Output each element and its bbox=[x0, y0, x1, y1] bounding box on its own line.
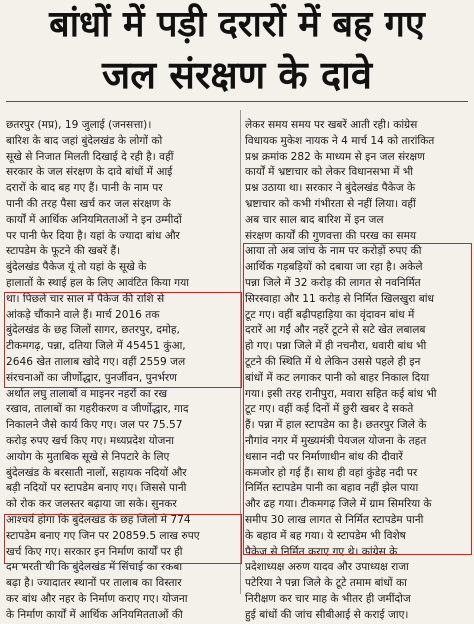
article-line: सूखे से निजात मिलती दिखाई दे रही है। वहीं bbox=[6, 150, 174, 163]
article-line: संरचनाओं का जीर्णोद्धार, पुनर्जीवन, पुनर्भरण bbox=[6, 371, 177, 384]
article-line: पन्ना जिले में 32 करोड़ की लागत से नवनिर्मित bbox=[245, 276, 421, 289]
headline-line-1: बांधों में पड़ी दरारों में बह गए bbox=[49, 4, 425, 45]
article-line: सिरस्वाहा और 11 करोड़ से निर्मित खिलखुरा बांध bbox=[245, 292, 435, 305]
article-line: बारिश के बाद जहां बुंदेलखंड के लोगों को bbox=[6, 134, 163, 147]
article-line: टूट गए। वहीं बढ़ीपहाड़िया का वृंदावन बांध में bbox=[245, 308, 415, 321]
article-line: सरकार के जल संरक्षण के दावे बांधों में आई bbox=[6, 166, 173, 179]
article-line: गया। इसी तरह रानीपुरा, मवारा सहित कई बांध भी bbox=[245, 387, 437, 400]
article-line: निरीक्षण कर चार माह के भीतर ही जमींदोज bbox=[245, 592, 411, 605]
article-line: को रोक कर जलस्तर बढ़ाया जा सके। सुनकर bbox=[6, 498, 177, 511]
article-line: के बहाव में बह गया। ये स्टापडेम भी विशेष bbox=[245, 529, 406, 542]
article-line: करोड़ रुपए खर्च किए गए। मध्यप्रदेश योजना bbox=[6, 434, 174, 447]
article-line: समीप 30 लाख लागत से निर्मित स्टापडेम पानी bbox=[245, 513, 424, 526]
column-divider bbox=[240, 110, 241, 594]
article-line: आश्चर्य होगा कि बुंदेलखंड के छह जिलों में 774 bbox=[6, 513, 191, 526]
article-line: टूटने की स्थिति में थे लेकिन उससे पहले ही इन bbox=[245, 355, 421, 368]
headline-rule bbox=[6, 101, 468, 102]
article-line: निकालने जैसे कार्य किए गए। जल पर 75.57 bbox=[6, 419, 183, 432]
article-line: पर पानी फेर दिया है। यहां के ज्यादा बांध और bbox=[6, 229, 180, 242]
article-line: के निर्माण कार्यों में आर्थिक अनियमितताओं की bbox=[6, 608, 183, 621]
article-line: बढ़ा है। ज्यादातर स्थानों पर तालाब का विस्तार bbox=[6, 577, 182, 590]
article-line: आया तो अब जांच के नाम पर करोड़ों रुपए की bbox=[245, 245, 422, 258]
article-line: खर्च किए गए। सरकार इन निर्माण कार्यों पर ही bbox=[6, 545, 183, 558]
article-line: बुंदेलखंड पैकेज यूं तो यहां के सूखे के bbox=[6, 261, 147, 274]
article-line: पानी की तरह पैसा खर्च कर जल संरक्षण के bbox=[6, 197, 171, 210]
article-line: हो गए। पन्ना जिले में ही नचनौरा, धवारी बांध भी bbox=[245, 340, 427, 353]
article-line: हैं। पन्ना में हाल स्टापडेम का है। छतरपुर जिले के bbox=[245, 419, 427, 432]
article-column-right bbox=[245, 118, 470, 624]
article-line: और ढह गया। टीकमगढ़ जिले में ग्राम सिमरिया के bbox=[245, 498, 432, 511]
article-line: प्रश्न क्रमांक 282 के माध्यम से इन जल संरक्षण bbox=[245, 150, 425, 163]
article-line: संरक्षण कार्यों की गुणवत्ता की परख का समय bbox=[245, 229, 416, 242]
article-line: अब चार साल बाद बारिश में इन जल bbox=[245, 213, 384, 226]
article-line: टीकमगढ़, पन्ना, दतिया जिले में 45451 कुंआ, bbox=[6, 340, 186, 353]
article-line: भ्रष्टाचार को कभी गंभीरता से नहीं लिया। वहीं bbox=[245, 197, 416, 210]
article-line: आंकड़े चौंकाने वाले हैं। मार्च 2016 तक bbox=[6, 308, 160, 321]
article-line: निर्मित स्टापडेम पानी का बहाव नहीं झेल पाया bbox=[245, 482, 419, 495]
article-line: कार्यों में आर्थिक अनियमितताओं ने इन उम्मीदों bbox=[6, 213, 182, 226]
article-line: कार्यों में भ्रष्टाचार को लेकर विधानसभा में भी bbox=[245, 166, 414, 179]
article-line: बड़ी नदियों पर स्टापडेम बनाए गए। जिससे पानी bbox=[6, 482, 187, 495]
article-line: पैकेज से निर्मित कराए गए थे। कांग्रेस के bbox=[245, 545, 398, 558]
article-line: अर्थात लघु तालाबों व माइनर नहरों का रख bbox=[6, 387, 168, 400]
article-line: दम भरती थी कि बुंदेलखंड में सिंचाई का रकबा bbox=[6, 561, 183, 574]
article-line: धसान नदी पर निर्माणाधीन बांध की दीवारें bbox=[245, 450, 403, 463]
article-line: दरारों के बाद बह गए हैं। पानी के नाम पर bbox=[6, 182, 163, 195]
article-line: स्टापडेम बनाए गए जिन पर 20859.5 लाख रुपए bbox=[6, 529, 200, 542]
article-line: कमजोर हो गई हैं। साथ ही वहां कुंडेह नदी पर bbox=[245, 466, 418, 479]
article-line: नौगांव नगर में मुख्यमंत्री पेयजल योजना के तहत bbox=[245, 434, 427, 447]
article-line: रखाव, तालाबों का गहरीकरण व जीर्णोद्धार, गाद bbox=[6, 403, 189, 416]
article-line: 2646 खेत तालाब खोदे गए। वहीं 2559 जल bbox=[6, 355, 186, 368]
article-line: प्रश्न उठाया था। सरकार ने बुंदेलखंड पैकेज के bbox=[245, 182, 416, 195]
headline-line-2: जल संरक्षण के दावे bbox=[102, 53, 372, 97]
article-line: विधायक मुकेश नायक ने 4 मार्च 14 को तारांकित bbox=[245, 134, 435, 147]
article-column-left bbox=[6, 118, 238, 624]
article-line: दरारें आ गईं और नहरें टूटने से सटे खेत लबालब bbox=[245, 324, 426, 337]
article-line: लेकर समय समय पर खबरें आती रही। कांग्रेस bbox=[245, 119, 418, 131]
article-line: स्टापडेम के फूटने की खबरें हैं। bbox=[6, 245, 121, 258]
article-line: आर्थिक गड़बड़ियों को दबाया जा रहा है। अकेले bbox=[245, 261, 423, 274]
article-line: था। पिछले चार साल में पैकेज की राशि से bbox=[6, 292, 165, 305]
article-line: बांधों में कट लगाकर पानी को बाहर निकाल दिया bbox=[245, 371, 430, 384]
article-line: छतरपुर (मप्र), 19 जुलाई (जनसत्ता)। bbox=[6, 119, 152, 131]
article-line: आयोग के मुताबिक सूखे से निपटारे के लिए bbox=[6, 450, 170, 463]
article-line: कर बांध और नहर के निर्माण कराए गए। योजना bbox=[6, 592, 188, 605]
article-line: हुई बांधों की जांच सीबीआई से कराई जाए। bbox=[245, 608, 409, 621]
article-line: बुंदेलखंड के बरसाती नालों, सहायक नदियों और bbox=[6, 466, 187, 479]
article-line: प्रदेशाध्यक्ष अरुण यादव और उपाध्यक्ष राजा bbox=[245, 561, 409, 574]
article-line: बुंदेलखंड के छह जिलों सागर, छतरपुर, दमोह, bbox=[6, 324, 180, 337]
article-line: हालातों के स्थाई हल के लिए आवंटित किया गया bbox=[6, 276, 189, 289]
article-line: टूट गए। वहीं कई दिनों में छुरी खबर दे सकते bbox=[245, 403, 414, 416]
article-line: पटेरिया ने पन्ना जिले के टूटे तमाम बांधों का bbox=[245, 577, 407, 590]
